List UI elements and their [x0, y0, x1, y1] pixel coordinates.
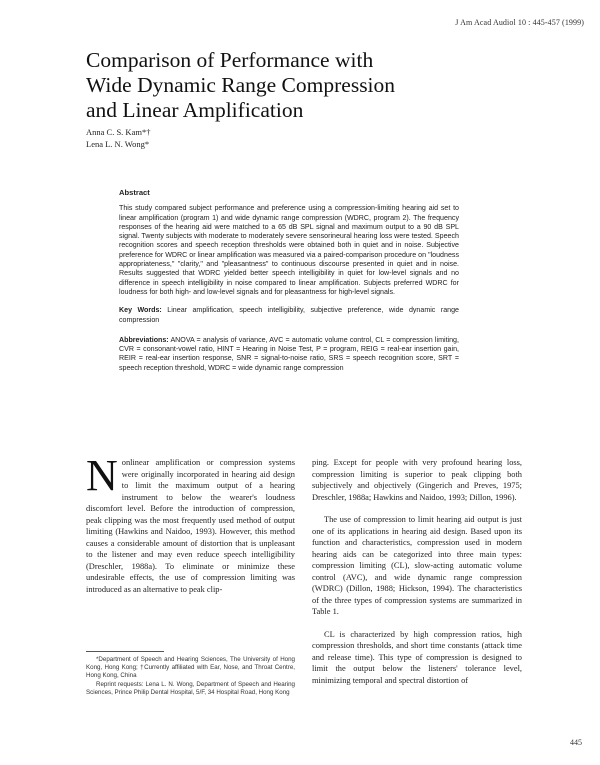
footnote-reprint: Reprint requests: Lena L. N. Wong, Department of Speech and Hearing Sciences, Prince Philip Dental Hospital, 5/F, 34 Hospital Road, Hong Kong — [86, 680, 295, 696]
page-number: 445 — [570, 738, 582, 747]
abstract-section — [119, 188, 459, 373]
footnote-divider — [86, 651, 164, 652]
author-2: Lena L. N. Wong* — [86, 139, 150, 149]
right-column-paragraph-2: The use of compression to limit hearing aid output is just one of its applications in hearing aid design. Based upon its function and characteristics, compression used in modern hearing aids can be categorized into three main types: compression limiting (CL), slow-acting automatic volume control (AVC), and wide dynamic range compression (WDRC) (Dillon, 1988; Hickson, 1994). The characteristics of the three types of compression systems are summarized in Table 1. — [312, 515, 522, 616]
footnotes — [86, 656, 295, 697]
left-column-paragraph: onlinear amplification or compression systems were originally incorporated in hearing aid design to limit the maximum output of a hearing instrument to below the wearer's loudness discomfort level. Before the introduction of compression, peak clipping was the most frequently used method of output limiting (Hawkins and Naidoo, 1993). However, this method causes a considerable amount of distortion that is unpleasant to the listener and may even reduce speech intelligibility (Dreschler, 1988a). To eliminate or minimize these undesirable effects, the use of compression limiting was introduced as an alternative to peak clip- — [86, 458, 295, 594]
author-list — [86, 126, 150, 150]
title-line-2: Wide Dynamic Range Compression — [86, 73, 396, 97]
author-1: Anna C. S. Kam*† — [86, 127, 151, 137]
abbreviations-label: Abbreviations: — [119, 335, 169, 344]
footnote-affiliation: *Department of Speech and Hearing Sciences, The University of Hong Kong, Hong Kong; †Currently affiliated with Ear, Nose, and Throat Centre, Hong Kong, China — [86, 656, 295, 679]
body-left-column — [86, 451, 295, 595]
abbreviations-text: ANOVA = analysis of variance, AVC = automatic volume control, CL = compression limiting, CVR = consonant-vowel ratio, HINT = Hearing in Noise Test, P = program, REIG = real-ear insertion gain, REIR = real-ear insertion response, SNR = signal-to-noise ratio, SRS = speech recognition score, SRT = speech reception threshold, WDRC = wide dynamic range compression — [119, 335, 459, 372]
title-line-1: Comparison of Performance with — [86, 48, 374, 72]
right-column-paragraph-3: CL is characterized by high compression ratios, high compression thresholds, and short time constants (attack time and release time). This type of compression is designed to limit the output below the listeners' tolerance level, minimizing temporal and spectral distortion of — [312, 629, 522, 685]
journal-reference: J Am Acad Audiol 10 : 445-457 (1999) — [455, 18, 584, 27]
drop-cap: N — [86, 451, 118, 500]
article-title — [86, 48, 506, 123]
body-right-column — [312, 457, 522, 686]
abstract-text: This study compared subject performance and preference using a compression-limiting hearing aid set to linear amplification (program 1) and wide dynamic range compression (WDRC, program 2). The frequency responses of the hearing aid were matched to a 65 dB SPL signal and maximum output to a 90 dB SPL signal. Twenty subjects with moderate to moderately severe sensorineural hearing loss were tested. Speech recognition scores and speech reception thresholds were obtained both in quiet and in noise. Subjective preference for WDRC or linear amplification was measured via a paired-comparison procedure on "loudness appropriateness," "clarity," and "pleasantness" to continuous discourse presented in quiet and in noise. Results suggested that WDRC yielded better speech intelligibility in quiet for low-level signals and no difference in speech intelligibility in noise compared to linear amplification. Subjects preferred WDRC for loudness for both high- and low-level signals and for pleasantness for high-level signals. — [119, 204, 459, 296]
abstract-heading: Abstract — [119, 188, 150, 197]
abbreviations — [119, 336, 459, 373]
right-column-paragraph-1: ping. Except for people with very profound hearing loss, compression limiting is superior to peak clipping both subjectively and objectively (Gingerich and Preves, 1975; Dreschler, 1988a; Hawkins and Naidoo, 1993; Dillon, 1996). — [312, 458, 522, 502]
keywords-text: Linear amplification, speech intelligibility, subjective preference, wide dynamic range compression — [119, 306, 459, 324]
keywords — [119, 306, 459, 325]
keywords-label: Key Words: — [119, 306, 162, 315]
title-line-3: and Linear Amplification — [86, 98, 304, 122]
